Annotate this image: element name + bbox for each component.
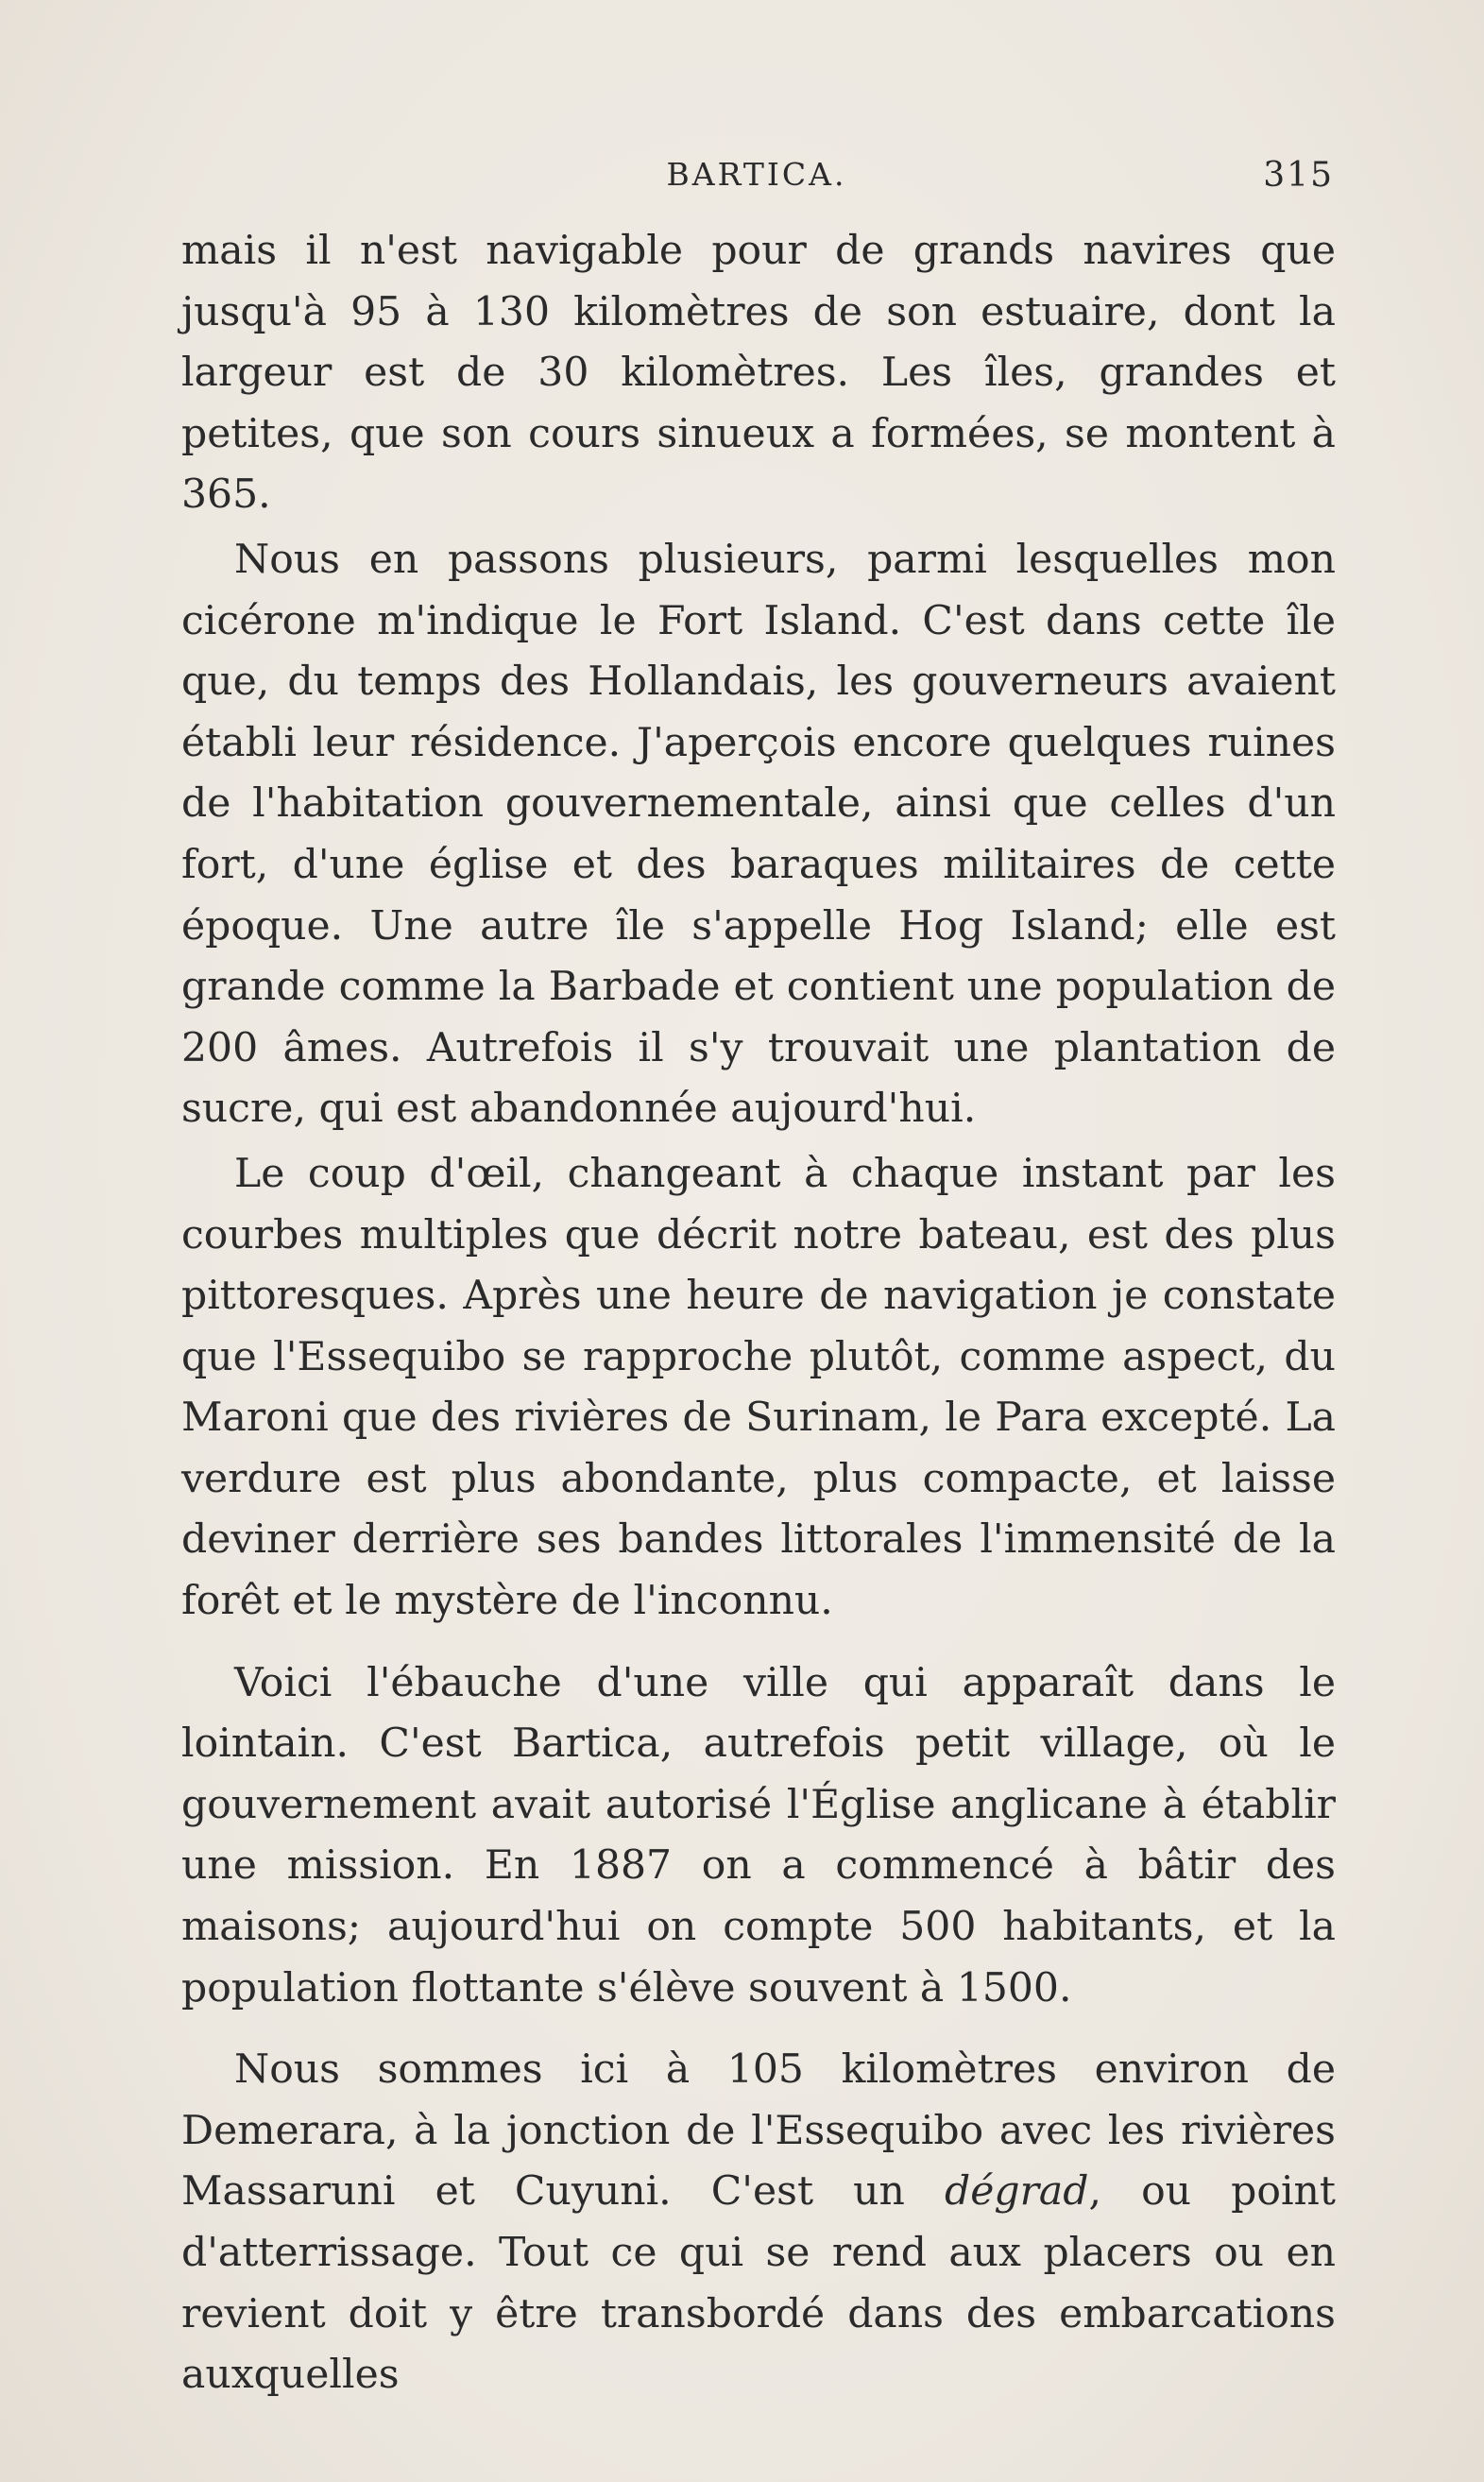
running-head: BARTICA. [666,156,847,193]
italic-term-degrad: dégrad [945,2168,1089,2216]
body-text [181,221,1336,2410]
page-number: 315 [1263,156,1334,195]
paragraph-5-start: Nous sommes ici à 105 kilomètres environ de Demerara, à la jonction de l'Essequibo avec les rivières Massaruni et Cuyuni. C'est un [181,2046,1336,2216]
paragraph-4: Voici l'ébauche d'une ville qui apparaît dans le lointain. C'est Bartica, autrefois petit village, où le gouvernement avait autorisé l'Église anglicane à établir une mission. En 1887 on a commencé à bâtir des maisons; aujourd'hui on compte 500 habitants, et la population flottante s'élève souvent à 1500. [181,1659,1336,2011]
paragraph-1: mais il n'est navigable pour de grands navires que jusqu'à 95 à 130 kilomètres de son estuaire, dont la largeur est de 30 kilomètres. Les îles, grandes et petites, que son cours sinueux a formées, se montent à 365. [181,228,1336,519]
paragraph-2: Nous en passons plusieurs, parmi lesquelles mon cicérone m'indique le Fort Island. C'est dans cette île que, du temps des Hollandais, les gouverneurs avaient établi leur résidence. J'aperçois encore quelques ruines de l'habitation gouvernementale, ainsi que celles d'un fort, d'une église et des baraques militaires de cette époque. Une autre île s'appelle Hog Island; elle est grande comme la Barbade et contient une population de 200 âmes. Autrefois il s'y trouvait une plantation de sucre, qui est abandonnée aujourd'hui. [181,536,1336,1133]
paragraph-3: Le coup d'œil, changeant à chaque instant par les courbes multiples que décrit notre bateau, est des plus pittoresques. Après une heure de navigation je constate que l'Essequibo se rapproche plutôt, comme aspect, du Maroni que des rivières de Surinam, le Para excepté. La verdure est plus abondante, plus compacte, et laisse deviner derrière ses bandes littorales l'immensité de la forêt et le mystère de l'inconnu. [181,1150,1336,1625]
paragraph-5-end: , ou point d'atterrissage. Tout ce qui se rend aux placers ou en revient doit y être transbordé dans des embarcations auxquelles [181,2168,1336,2399]
paragraph-5 [181,2040,1336,2406]
page-header [179,156,1334,203]
